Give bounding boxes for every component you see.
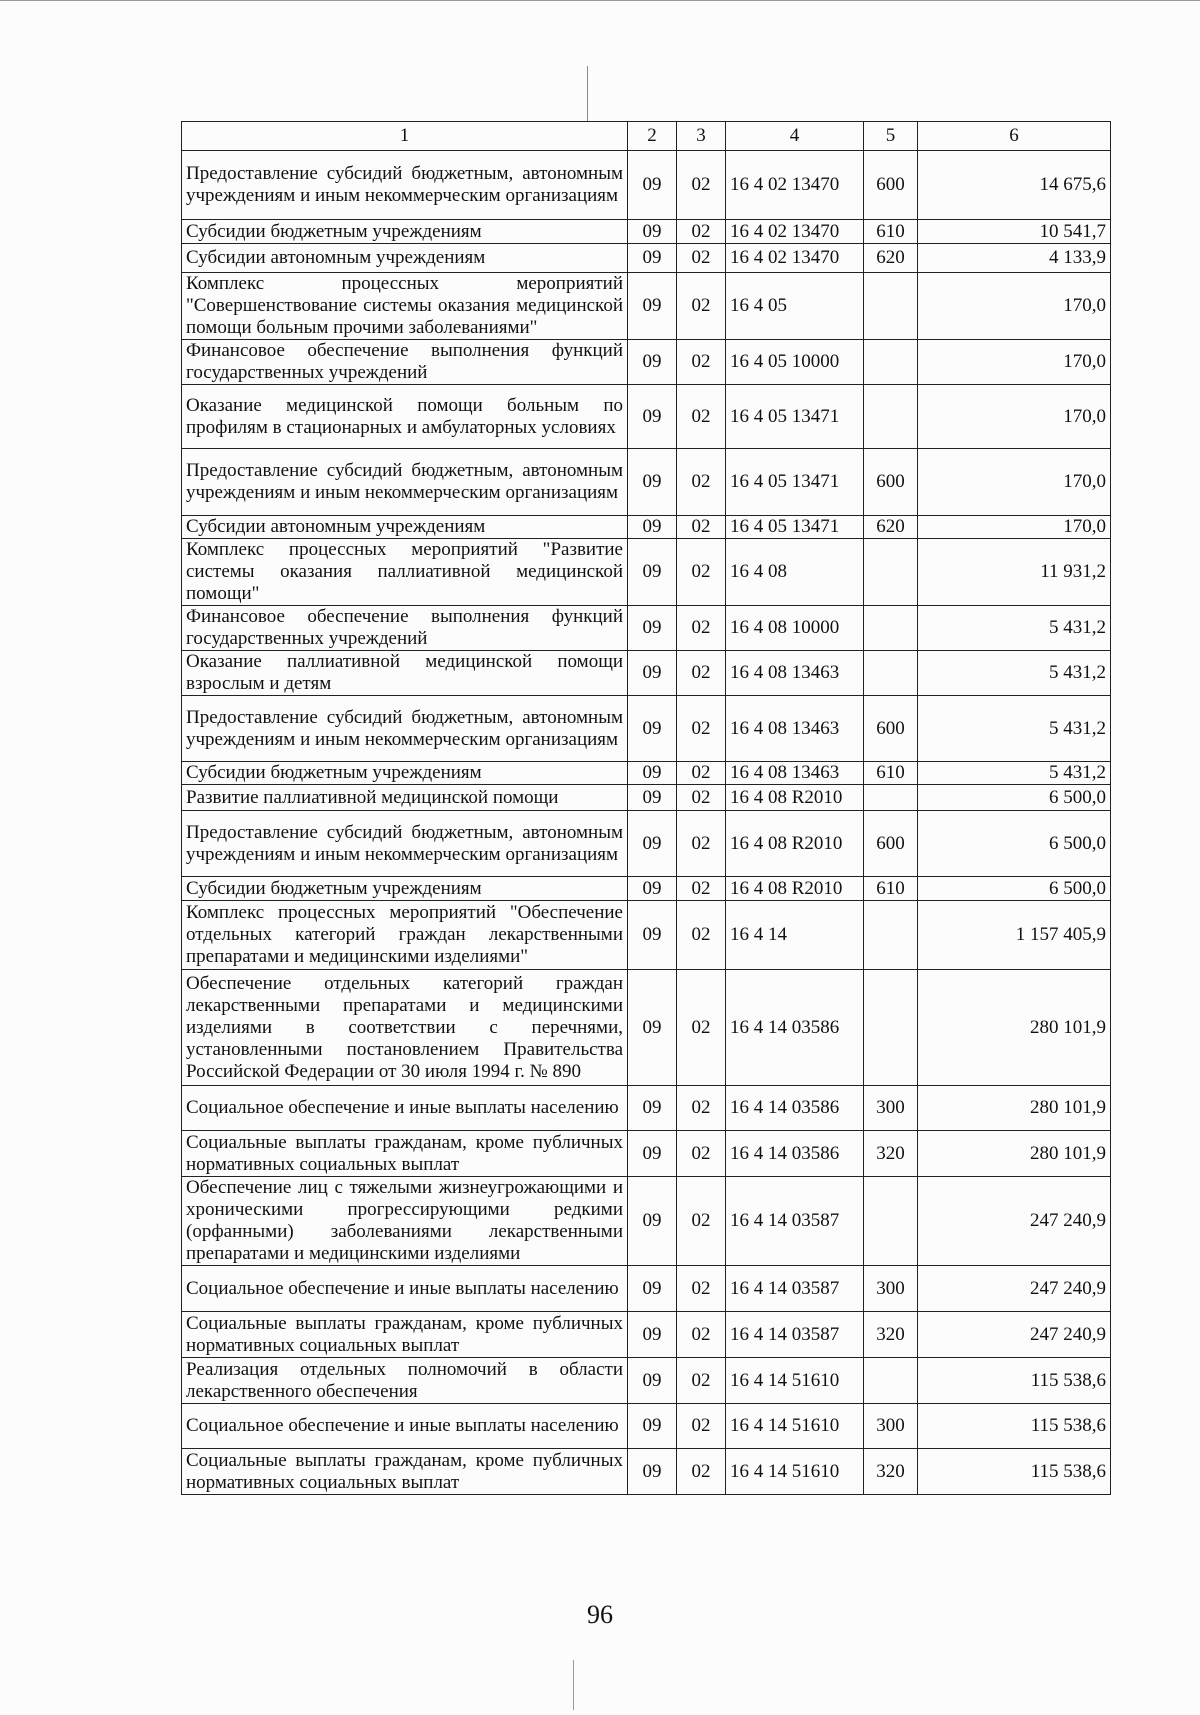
row-amount-cell: 170,0 <box>918 385 1111 449</box>
row-section-cell: 09 <box>628 651 677 696</box>
row-name-cell: Предоставление субсидий бюджетным, автономным учреждениям и иным некоммерческим организациям <box>182 811 628 877</box>
row-section-cell: 09 <box>628 151 677 220</box>
row-name-cell: Предоставление субсидий бюджетным, автономным учреждениям и иным некоммерческим организациям <box>182 449 628 516</box>
row-name-cell: Оказание медицинской помощи больным по профилям в стационарных и амбулаторных условиях <box>182 385 628 449</box>
row-section-cell: 09 <box>628 244 677 273</box>
row-amount-cell: 14 675,6 <box>918 151 1111 220</box>
row-section-cell: 09 <box>628 1131 677 1177</box>
row-amount-cell: 280 101,9 <box>918 1086 1111 1131</box>
row-amount-cell: 170,0 <box>918 516 1111 539</box>
row-section-cell: 09 <box>628 385 677 449</box>
row-section-cell: 09 <box>628 1404 677 1449</box>
row-target-article-cell: 16 4 05 13471 <box>726 516 864 539</box>
row-subsection-cell: 02 <box>677 1449 726 1495</box>
col-header-subsection: 3 <box>677 122 726 151</box>
table-row <box>182 244 1111 273</box>
row-subsection-cell: 02 <box>677 516 726 539</box>
row-name-cell: Финансовое обеспечение выполнения функций государственных учреждений <box>182 340 628 385</box>
row-target-article-cell: 16 4 14 03587 <box>726 1177 864 1266</box>
row-section-cell: 09 <box>628 901 677 970</box>
row-target-article-cell: 16 4 05 13471 <box>726 385 864 449</box>
table-row <box>182 220 1111 244</box>
row-expense-type-cell: 610 <box>864 220 918 244</box>
table-row <box>182 1086 1111 1131</box>
table-row <box>182 1312 1111 1358</box>
row-expense-type-cell: 610 <box>864 762 918 785</box>
col-header-amount: 6 <box>918 122 1111 151</box>
row-amount-cell: 11 931,2 <box>918 539 1111 606</box>
row-amount-cell: 6 500,0 <box>918 811 1111 877</box>
table-row <box>182 696 1111 762</box>
row-target-article-cell: 16 4 08 R2010 <box>726 785 864 811</box>
row-target-article-cell: 16 4 05 10000 <box>726 340 864 385</box>
row-name-cell: Обеспечение отдельных категорий граждан лекарственными препаратами и медицинскими изделиями в соответствии с перечнями, установленными постановлением Правительства Российской Федерации от 30 июля 1994 г. № 890 <box>182 970 628 1086</box>
row-name-cell: Социальные выплаты гражданам, кроме публичных нормативных социальных выплат <box>182 1312 628 1358</box>
row-subsection-cell: 02 <box>677 539 726 606</box>
table-row <box>182 273 1111 340</box>
table-row <box>182 762 1111 785</box>
row-name-cell: Социальные выплаты гражданам, кроме публичных нормативных социальных выплат <box>182 1449 628 1495</box>
row-subsection-cell: 02 <box>677 244 726 273</box>
row-target-article-cell: 16 4 08 13463 <box>726 762 864 785</box>
col-header-name: 1 <box>182 122 628 151</box>
row-subsection-cell: 02 <box>677 1358 726 1404</box>
table-row <box>182 1449 1111 1495</box>
row-expense-type-cell: 320 <box>864 1449 918 1495</box>
row-target-article-cell: 16 4 14 03586 <box>726 1131 864 1177</box>
row-subsection-cell: 02 <box>677 1266 726 1312</box>
row-subsection-cell: 02 <box>677 811 726 877</box>
row-section-cell: 09 <box>628 1266 677 1312</box>
row-expense-type-cell: 620 <box>864 244 918 273</box>
row-target-article-cell: 16 4 14 03586 <box>726 970 864 1086</box>
row-section-cell: 09 <box>628 762 677 785</box>
row-expense-type-cell: 600 <box>864 696 918 762</box>
scan-artifact-top-line <box>0 0 1200 1</box>
row-subsection-cell: 02 <box>677 1404 726 1449</box>
row-subsection-cell: 02 <box>677 606 726 651</box>
row-section-cell: 09 <box>628 785 677 811</box>
row-expense-type-cell: 600 <box>864 449 918 516</box>
row-name-cell: Реализация отдельных полномочий в области лекарственного обеспечения <box>182 1358 628 1404</box>
row-amount-cell: 5 431,2 <box>918 762 1111 785</box>
row-amount-cell: 170,0 <box>918 449 1111 516</box>
row-target-article-cell: 16 4 02 13470 <box>726 220 864 244</box>
row-amount-cell: 170,0 <box>918 340 1111 385</box>
table-row <box>182 785 1111 811</box>
row-target-article-cell: 16 4 14 03587 <box>726 1312 864 1358</box>
table-body <box>182 151 1111 1495</box>
budget-table <box>181 121 1111 1495</box>
row-section-cell: 09 <box>628 877 677 901</box>
scan-artifact-bottom-line <box>573 1660 574 1710</box>
row-amount-cell: 6 500,0 <box>918 785 1111 811</box>
row-subsection-cell: 02 <box>677 651 726 696</box>
col-header-target-article: 4 <box>726 122 864 151</box>
table-row <box>182 970 1111 1086</box>
row-subsection-cell: 02 <box>677 877 726 901</box>
table-row <box>182 385 1111 449</box>
row-name-cell: Предоставление субсидий бюджетным, автономным учреждениям и иным некоммерческим организациям <box>182 696 628 762</box>
row-subsection-cell: 02 <box>677 970 726 1086</box>
row-section-cell: 09 <box>628 220 677 244</box>
row-section-cell: 09 <box>628 696 677 762</box>
row-amount-cell: 115 538,6 <box>918 1358 1111 1404</box>
row-amount-cell: 247 240,9 <box>918 1177 1111 1266</box>
row-target-article-cell: 16 4 02 13470 <box>726 151 864 220</box>
table-row <box>182 1177 1111 1266</box>
row-amount-cell: 280 101,9 <box>918 970 1111 1086</box>
row-name-cell: Финансовое обеспечение выполнения функций государственных учреждений <box>182 606 628 651</box>
row-target-article-cell: 16 4 08 R2010 <box>726 811 864 877</box>
row-subsection-cell: 02 <box>677 785 726 811</box>
row-subsection-cell: 02 <box>677 449 726 516</box>
row-amount-cell: 6 500,0 <box>918 877 1111 901</box>
row-amount-cell: 5 431,2 <box>918 651 1111 696</box>
header-row <box>182 122 1111 151</box>
row-expense-type-cell <box>864 340 918 385</box>
row-name-cell: Развитие паллиативной медицинской помощи <box>182 785 628 811</box>
table-row <box>182 901 1111 970</box>
row-name-cell: Социальное обеспечение и иные выплаты населению <box>182 1404 628 1449</box>
row-target-article-cell: 16 4 14 03587 <box>726 1266 864 1312</box>
row-target-article-cell: 16 4 14 03586 <box>726 1086 864 1131</box>
table-row <box>182 877 1111 901</box>
table-row <box>182 516 1111 539</box>
row-name-cell: Субсидии автономным учреждениям <box>182 244 628 273</box>
row-subsection-cell: 02 <box>677 1312 726 1358</box>
col-header-expense-type: 5 <box>864 122 918 151</box>
row-section-cell: 09 <box>628 1358 677 1404</box>
row-section-cell: 09 <box>628 1312 677 1358</box>
row-amount-cell: 10 541,7 <box>918 220 1111 244</box>
row-subsection-cell: 02 <box>677 1086 726 1131</box>
row-subsection-cell: 02 <box>677 696 726 762</box>
row-subsection-cell: 02 <box>677 901 726 970</box>
row-subsection-cell: 02 <box>677 273 726 340</box>
row-expense-type-cell <box>864 606 918 651</box>
row-expense-type-cell: 600 <box>864 151 918 220</box>
row-expense-type-cell: 320 <box>864 1312 918 1358</box>
row-amount-cell: 115 538,6 <box>918 1404 1111 1449</box>
row-expense-type-cell: 320 <box>864 1131 918 1177</box>
row-amount-cell: 115 538,6 <box>918 1449 1111 1495</box>
table-row <box>182 539 1111 606</box>
row-subsection-cell: 02 <box>677 385 726 449</box>
table-row <box>182 1266 1111 1312</box>
row-expense-type-cell: 300 <box>864 1404 918 1449</box>
row-expense-type-cell <box>864 651 918 696</box>
row-expense-type-cell <box>864 1358 918 1404</box>
row-expense-type-cell <box>864 1177 918 1266</box>
row-subsection-cell: 02 <box>677 1177 726 1266</box>
row-subsection-cell: 02 <box>677 340 726 385</box>
row-amount-cell: 247 240,9 <box>918 1312 1111 1358</box>
row-section-cell: 09 <box>628 273 677 340</box>
row-expense-type-cell: 620 <box>864 516 918 539</box>
row-section-cell: 09 <box>628 1449 677 1495</box>
row-expense-type-cell: 600 <box>864 811 918 877</box>
row-name-cell: Социальные выплаты гражданам, кроме публичных нормативных социальных выплат <box>182 1131 628 1177</box>
row-target-article-cell: 16 4 14 51610 <box>726 1449 864 1495</box>
table-row <box>182 151 1111 220</box>
row-expense-type-cell <box>864 785 918 811</box>
row-subsection-cell: 02 <box>677 151 726 220</box>
page-number: 96 <box>587 1600 613 1629</box>
table-row <box>182 606 1111 651</box>
row-section-cell: 09 <box>628 1086 677 1131</box>
row-section-cell: 09 <box>628 1177 677 1266</box>
row-section-cell: 09 <box>628 449 677 516</box>
row-name-cell: Предоставление субсидий бюджетным, автономным учреждениям и иным некоммерческим организациям <box>182 151 628 220</box>
scan-artifact-center-line <box>587 66 588 121</box>
row-section-cell: 09 <box>628 340 677 385</box>
row-name-cell: Комплекс процессных мероприятий "Обеспечение отдельных категорий граждан лекарственными препаратами и медицинскими изделиями" <box>182 901 628 970</box>
row-subsection-cell: 02 <box>677 1131 726 1177</box>
table-row <box>182 340 1111 385</box>
row-target-article-cell: 16 4 14 <box>726 901 864 970</box>
row-amount-cell: 280 101,9 <box>918 1131 1111 1177</box>
row-subsection-cell: 02 <box>677 220 726 244</box>
row-name-cell: Субсидии бюджетным учреждениям <box>182 762 628 785</box>
row-amount-cell: 5 431,2 <box>918 606 1111 651</box>
table-row <box>182 449 1111 516</box>
row-name-cell: Комплекс процессных мероприятий "Развитие системы оказания паллиативной медицинской помощи" <box>182 539 628 606</box>
row-name-cell: Субсидии автономным учреждениям <box>182 516 628 539</box>
row-expense-type-cell: 300 <box>864 1086 918 1131</box>
row-target-article-cell: 16 4 02 13470 <box>726 244 864 273</box>
row-expense-type-cell <box>864 385 918 449</box>
row-target-article-cell: 16 4 08 13463 <box>726 696 864 762</box>
row-target-article-cell: 16 4 08 13463 <box>726 651 864 696</box>
row-target-article-cell: 16 4 05 13471 <box>726 449 864 516</box>
row-expense-type-cell: 610 <box>864 877 918 901</box>
row-expense-type-cell <box>864 273 918 340</box>
row-section-cell: 09 <box>628 516 677 539</box>
row-name-cell: Субсидии бюджетным учреждениям <box>182 220 628 244</box>
row-name-cell: Обеспечение лиц с тяжелыми жизнеугрожающими и хроническими прогрессирующими редкими (орфанными) заболеваниями лекарственными препаратами и медицинскими изделиями <box>182 1177 628 1266</box>
row-target-article-cell: 16 4 05 <box>726 273 864 340</box>
table-row <box>182 1131 1111 1177</box>
row-name-cell: Оказание паллиативной медицинской помощи взрослым и детям <box>182 651 628 696</box>
row-target-article-cell: 16 4 14 51610 <box>726 1404 864 1449</box>
table-row <box>182 1404 1111 1449</box>
row-name-cell: Социальное обеспечение и иные выплаты населению <box>182 1266 628 1312</box>
table-row <box>182 811 1111 877</box>
row-expense-type-cell: 300 <box>864 1266 918 1312</box>
row-section-cell: 09 <box>628 606 677 651</box>
row-target-article-cell: 16 4 08 10000 <box>726 606 864 651</box>
row-name-cell: Социальное обеспечение и иные выплаты населению <box>182 1086 628 1131</box>
row-section-cell: 09 <box>628 970 677 1086</box>
row-amount-cell: 4 133,9 <box>918 244 1111 273</box>
table-row <box>182 1358 1111 1404</box>
row-expense-type-cell <box>864 901 918 970</box>
row-name-cell: Субсидии бюджетным учреждениям <box>182 877 628 901</box>
row-amount-cell: 247 240,9 <box>918 1266 1111 1312</box>
row-section-cell: 09 <box>628 811 677 877</box>
row-target-article-cell: 16 4 08 <box>726 539 864 606</box>
row-expense-type-cell <box>864 970 918 1086</box>
row-section-cell: 09 <box>628 539 677 606</box>
row-target-article-cell: 16 4 14 51610 <box>726 1358 864 1404</box>
row-amount-cell: 1 157 405,9 <box>918 901 1111 970</box>
col-header-section: 2 <box>628 122 677 151</box>
row-name-cell: Комплекс процессных мероприятий "Совершенствование системы оказания медицинской помощи больным прочими заболеваниями" <box>182 273 628 340</box>
row-amount-cell: 5 431,2 <box>918 696 1111 762</box>
row-target-article-cell: 16 4 08 R2010 <box>726 877 864 901</box>
row-subsection-cell: 02 <box>677 762 726 785</box>
row-expense-type-cell <box>864 539 918 606</box>
row-amount-cell: 170,0 <box>918 273 1111 340</box>
table-row <box>182 651 1111 696</box>
